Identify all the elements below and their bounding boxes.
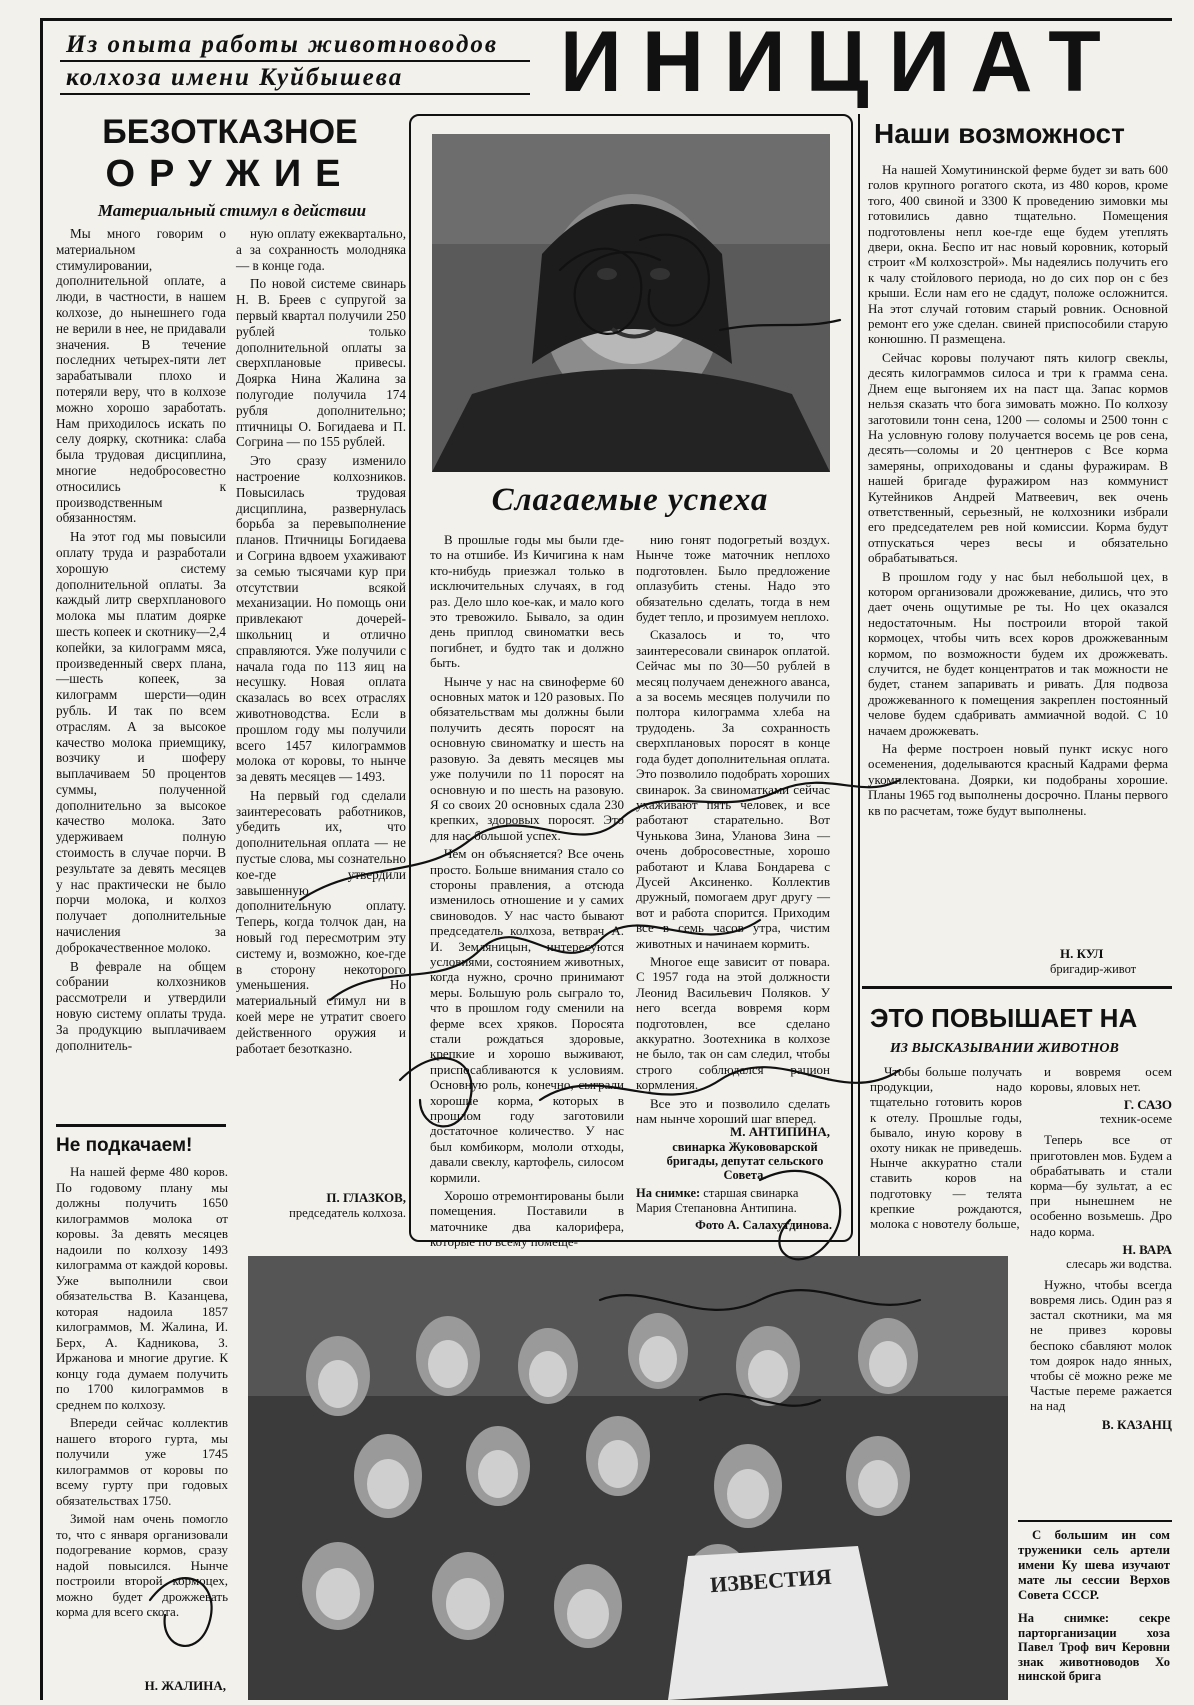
article2-signature: Н. ЖАЛИНА,: [144, 1678, 226, 1693]
article3-portrait-photo: [432, 134, 830, 472]
article6-top-rule: [1018, 1520, 1172, 1522]
article6-caption-text: секре парторганизации хоза Павел Троф вич Керовни знак животноводов Хо нинской брига: [1018, 1611, 1170, 1683]
article4-column: [868, 162, 1168, 944]
article3-col2-p3: Многое еще зависит от повара. С 1957 года на этой должности Леонид Васильевич Поляков. У него всегда вовремя корм подготовлен, все сделано аккуратно. Зоотехника в колхозе не было, так он сам следил, чтобы строго соблюдался рацион кормления.: [636, 953, 830, 1093]
article3-signature-role: свинарка Жукововарской бригады, депутат сельского Совета.: [666, 1140, 824, 1182]
article5-headline: ЭТО ПОВЫШАЕТ НА: [870, 1003, 1138, 1033]
group-photo: [248, 1256, 1008, 1700]
article6-column: [1018, 1528, 1170, 1698]
article1-col1-p2: На этот год мы повысили оплату труда и разработали хорошую систему дополнительной оплаты. За каждый литр сверхпланового молока мы платим доярке шесть копеек и скотнику—2,4 копейки, за килограмм мяса, произведенный сверх плана,—шесть копеек, за килограмм шерсти—один рубль. И так по всем отраслям. А за высокое качество молока приемщику, возчику и шоферу выплачиваем 50 процентов суммы, полученной дополнительно за высокое качество молока. Зато удерживаем полную стоимость в случае порчи. В результате за девять месяцев у нас практически не было порчи молока, и колхоз получает дополнительные начисления за доброкачественное молоко.: [56, 529, 226, 955]
article5-top-rule: [862, 986, 1172, 989]
article3-column-1: [430, 532, 624, 1250]
article4-p3: В прошлом году у нас был небольшой цех, в котором организовали дрожжевание, дились, что это дает очень ощутимые ре ты. Но цех оказался недостаточным. Ны построили второй такой кормоцех, чтобы чить всех коров дрожжеванным кормом, по возможности будем их дрожжевать. случится, не будет концентратов и так можности не будет, станем запаривать и ривать. Для подвоза дрожжеванного к помещения закреплен постоянный челове будем сдабривать аммиачной водой. С 10 начаем дрожжевать.: [868, 568, 1168, 738]
article3-caption-label: На снимке:: [636, 1186, 701, 1200]
article3-col1-p3: Чем он объясняется? Все очень просто. Больше внимания стало со стороны правления, а отсюда изменилось отношение и у самих свиноводов. У нас часто бывают председатель колхоза, ветврач А. И. Земляницын, интересуются условиями, состоянием животных, когда нужно, срочно принимают меры. Большую роль сыграло то, что в прошлом году сменили на ферме всех хряков. Поросята стали рождаться здоровые, крепкие и хорошо выживают, приспосабливаются к условиям. Основную роль, конечно, сыграли хорошие корма, которых в прошлом году заготовили достаточное количество. У нас был комбикорм, мололи отходы, давали свеклу, картофель, силосом кормили.: [430, 846, 624, 1185]
article1-column-1: [56, 226, 226, 1116]
article5-col2-p2: Теперь все от приготовлен мов. Будем а обрабатывать и стали корма—бу зультат, а ес при нынешнем не особенно возьмешь. Дро надо корма.: [1030, 1132, 1173, 1239]
group-photo-illustration: [248, 1256, 1008, 1700]
article1-col2-p1: ную оплату ежеквартально, а за сохранность молодняка — в конце года.: [236, 226, 406, 273]
article4-signature-role: бригадир-живот: [1050, 962, 1137, 976]
article3-col1-p1: В прошлые годы мы были где-то на отшибе. Из Кичигина к нам кто-нибудь приезжал только в исключительных случаях, в год раз. Дело шло кое-как, и мало кого это тревожило. Бывало, за один день приплод свиноматки весь погибнет, и будто так и должно быть.: [430, 532, 624, 671]
right-column-rule: [858, 114, 860, 1256]
article2-p1: На нашей ферме 480 коров. По годовому плану мы должны получить 1650 килограммов молока от коровы. За девять месяцев надоили по колхозу 1493 килограмма от каждой коровы. Уже выполнили свои обязательства В. Казанцева, которая надоила 1857 килограммов, М. Жалина, И. Берх, А. Кадникова, З. Иржанова и многие другие. К концу года думаем получить по 1700 килограммов в среднем по колхозу.: [56, 1164, 228, 1412]
banner-headline: ИНИЦИАТ: [560, 14, 1121, 110]
article6-caption: [1018, 1611, 1170, 1684]
article5-col2-p3: Нужно, чтобы всегда вовремя лись. Один раз я застал скотники, ма мя не привез коровы беспоко сбавляют молок том доярок надо янных, чтобы сё можно реже ме Частые переме ражается на над: [1030, 1276, 1172, 1414]
article4-headline: Наши возможност: [874, 118, 1125, 149]
article1-col2-p4: На первый год сделали заинтересовать работников, убедить их, что дополнительная оплата — не пустые слова, мы сознательно кое-где утвердили завышенную дополнительную оплату. Теперь, когда толчок дан, на новый год пересмотрим эту систему и, возможно, кое-где в сторону некоторого уменьшения. Но материальный стимул ни в коей мере не утратит своего действенного оружия и работает безотказно.: [236, 787, 406, 1056]
article1-col2-p3: Это сразу изменило настроение колхозников. Повысилась трудовая дисциплина, развернулась борьба за перевыполнение планов. Птичницы Богидаева и Согрина вдвоем ухаживают за семью тысячами кур при отсутствии всякой механизации. Но помощь они привлекают дочерей-школьниц и отлично справляются. Уже получили с начала года по 113 яиц на несушку. Новая оплата сказалась во всех отраслях животноводства. Если в прошлом году мы получили всего 1457 килограммов молока от коровы, то нынче за девять месяцев — 1493.: [236, 453, 406, 785]
article3-column-2: [636, 532, 830, 1127]
masthead-kicker-1: Из опыта работы животноводов: [66, 31, 499, 58]
masthead-kicker-2: колхоза имени Куйбышева: [66, 64, 404, 91]
article2-p3: Зимой нам очень помогло то, что с января организовали подогревание кормов, сразу надой повысился. Нынче построили второй кормоцех, можно будет дрожжевать корма для всего скота.: [56, 1511, 228, 1619]
page-border-left: [40, 18, 43, 1700]
masthead-rule-2: [60, 93, 530, 95]
article5-subhead: ИЗ ВЫСКАЗЫВАНИИ ЖИВОТНОВ: [890, 1041, 1119, 1056]
article5-sig1-role: техник-осеме: [1100, 1112, 1172, 1127]
article3-caption-text: старшая свинарка Мария Степановна Антипина.: [636, 1186, 799, 1215]
article5-sig2-role: слесарь жи водства.: [1066, 1256, 1172, 1271]
article4-signature: Н. КУЛ: [1060, 946, 1104, 961]
article3-photo-credit: Фото А. Салахутдинова.: [695, 1218, 832, 1232]
article5-col2-p1: и вовремя осем коровы, яловых нет.: [1030, 1064, 1172, 1095]
article2-column: [56, 1164, 228, 1674]
article3-col1-p4: Хорошо отремонтированы были помещения. Поставили в маточнике два калорифера, которые по всему помеще-: [430, 1188, 624, 1250]
article1-signature-role: председатель колхоза.: [289, 1206, 406, 1220]
article1-subhead: Материальный стимул в действии: [97, 201, 367, 220]
article1-signature: П. ГЛАЗКОВ,: [326, 1190, 406, 1205]
article5-sig2: Н. ВАРА: [1122, 1241, 1172, 1257]
article2-top-rule: [56, 1124, 226, 1127]
article1-column-2: [236, 226, 406, 1186]
article2-p2: Впереди сейчас коллектив нашего второго гурта, мы получили уже 1745 килограммов от коровы по всему гурту при годовых обязательствах 1750.: [56, 1415, 228, 1508]
article5-col1-p1: Чтобы больше получать продукции, надо тщательно готовить коров к отелу. Прошлые годы, бывало, иную корову в охоту никак не приведешь. Нынче аккуратно стали ставить коров на подготовку — телята крепкие рождаются, молока с новотелу больше,: [870, 1064, 1022, 1232]
article3-caption: [636, 1186, 832, 1215]
article3-col2-p4: Все это и позволило сделать нам нынче хороший шаг вперед.: [636, 1095, 830, 1127]
portrait-illustration: [432, 134, 830, 472]
article2-headline: Не подкачаем!: [56, 1135, 193, 1156]
article1-col1-p3: В феврале на общем собрании колхозников рассмотрели и утвердили новую систему оплаты труда. За продукцию выплачиваем дополнитель-: [56, 958, 226, 1053]
masthead-rule-1: [60, 60, 530, 62]
newspaper-masthead-in-photo: ИЗВЕСТИЯ: [709, 1563, 833, 1598]
article1-headline-2: ОРУЖИЕ: [105, 153, 355, 195]
article4-p2: Сейчас коровы получают пять килогр свеклы, десять килограммов силоса и три к грамма сена. Днем еще выгоняем их на паст ща. Запас кормов нельзя сказать что бога зимовать можно. По колхозу заготовили тонн сена, 1200 — соломы и 2500 тонн с На условную голову получается восемь це ров сена, десять—соломы и 20 центнеров с Все корма замеряны, оприходованы и сданы фуражирам. В нашей бригаде фуражиром наз коммунист Кутейников Андрей Матвеевич, век очень ответственный, серьезный, не колхозники избрали его председателем рев ной комиссии. Корма будут отпускаться через весы и обязательно обрабатываться.: [868, 349, 1168, 566]
article3-col2-p1: нию гонят подогретый воздух. Нынче тоже маточник неплохо подготовлен. Было предложение оплазубить стены. Надо это обязательно сделать, тогда в нем будет тепло, и прозимуем неплохо.: [636, 532, 830, 625]
article1-col2-p2: По новой системе свинарь Н. В. Бреев с супругой за первый квартал получили 250 рублей только дополнительной оплаты за сверхплановые привесы. Доярка Нина Жалина за полугодие получила 174 рубля дополнительно; птичницы О. Богидаева и П. Согрина — по 155 рублей.: [236, 276, 406, 450]
article5-column-1: [870, 1064, 1022, 1250]
article6-text: С большим ин сом труженики сель артели имени Ку шева изучают мате лы сессии Верхов Совета СССР.: [1018, 1528, 1170, 1602]
article3-col2-p2: Сказалось и то, что заинтересовали свинарок оплатой. Сейчас мы по 30—50 рублей в месяц получаем денежного аванса, а за восемь месяцев получили по полтора килограмма хлеба на трудодень. За сохранность сверхплановых поросят в конце года будет дополнительная оплата. Это позволило подобрать хороших свинарок. За свиноматками сейчас ухаживают пять человек, и все работают старательно. Вот Чунькова Зина, Уланова Зина — очень добросовестные, хорошо работают и Клава Бондарева с Дусей Аксиненко. Коллектив дружный, помогаем друг другу — вот и работа спорится. Приходим все в семь часов утра, чистим животных и начинаем кормить.: [636, 627, 830, 951]
article5-column-2: [1030, 1064, 1172, 1544]
article3-signature: М. АНТИПИНА,: [729, 1124, 830, 1139]
article4-p4: На ферме построен новый пункт искус ного осеменения, доделываются красный Кадрами ферма укомплектована. Доярки, ки подобраны хорошие. Планы 1965 год выполнены досрочно. Планы первого кв по расчетам, тоже будут выполнены.: [868, 741, 1168, 818]
article1-col1-p1: Мы много говорим о материальном стимулировании, дополнительной оплате, а люди, в частности, в нашем колхозе, до нынешнего года не верили в нее, не придавали значения. В течение последних четырех-пяти лет зарабатывали плохо и потеряли веру, что в колхозе можно хорошо заработать. Нам приходилось искать по селу доярку, скотника: слаба была трудовая дисциплина, многие недобросовестно относились к производственным обязанностям.: [56, 226, 226, 526]
article1-headline-1: БЕЗОТКАЗНОЕ: [102, 113, 358, 151]
article3-col1-p2: Нынче у нас на свиноферме 60 основных маток и 120 разовых. По обязательствам мы должны были получить десять поросят на основную свиноматку и шесть на разовую. За девять месяцев мы уже получили по 11 поросят на основную и по шесть на разовую. Я со своих 20 основных сдала 230 крепких, здоровых поросят. Это для нас большой успех.: [430, 673, 624, 843]
article5-sig1: Г. САЗО: [1123, 1097, 1172, 1113]
article6-caption-label: На снимке:: [1018, 1611, 1110, 1625]
article4-p1: На нашей Хомутининской ферме будет зи вать 600 голов крупного рогатого скота, из 480 коров, кроме того, 400 свиной и 3300 К проведению зимовки мы готовились давно тщательно. Помещения подготовлены непл кое-где еще будем утеплять двери, окна. Беспо ит нас новый коровник, который строит «М колхозстрой». Мы надеялись получить его к чалу стойлового периода, но до сих пор он с без крыши. Если нам его не сдадут, положе осложнится. На этот случай готовим старый ровник. Основной ремонт его уже сделан. свиней приспособили старую конюшню. П размещена.: [868, 162, 1168, 347]
article5-sig3: В. КАЗАНЦ: [1101, 1416, 1172, 1432]
article3-headline: Слагаемые успеха: [491, 482, 769, 518]
